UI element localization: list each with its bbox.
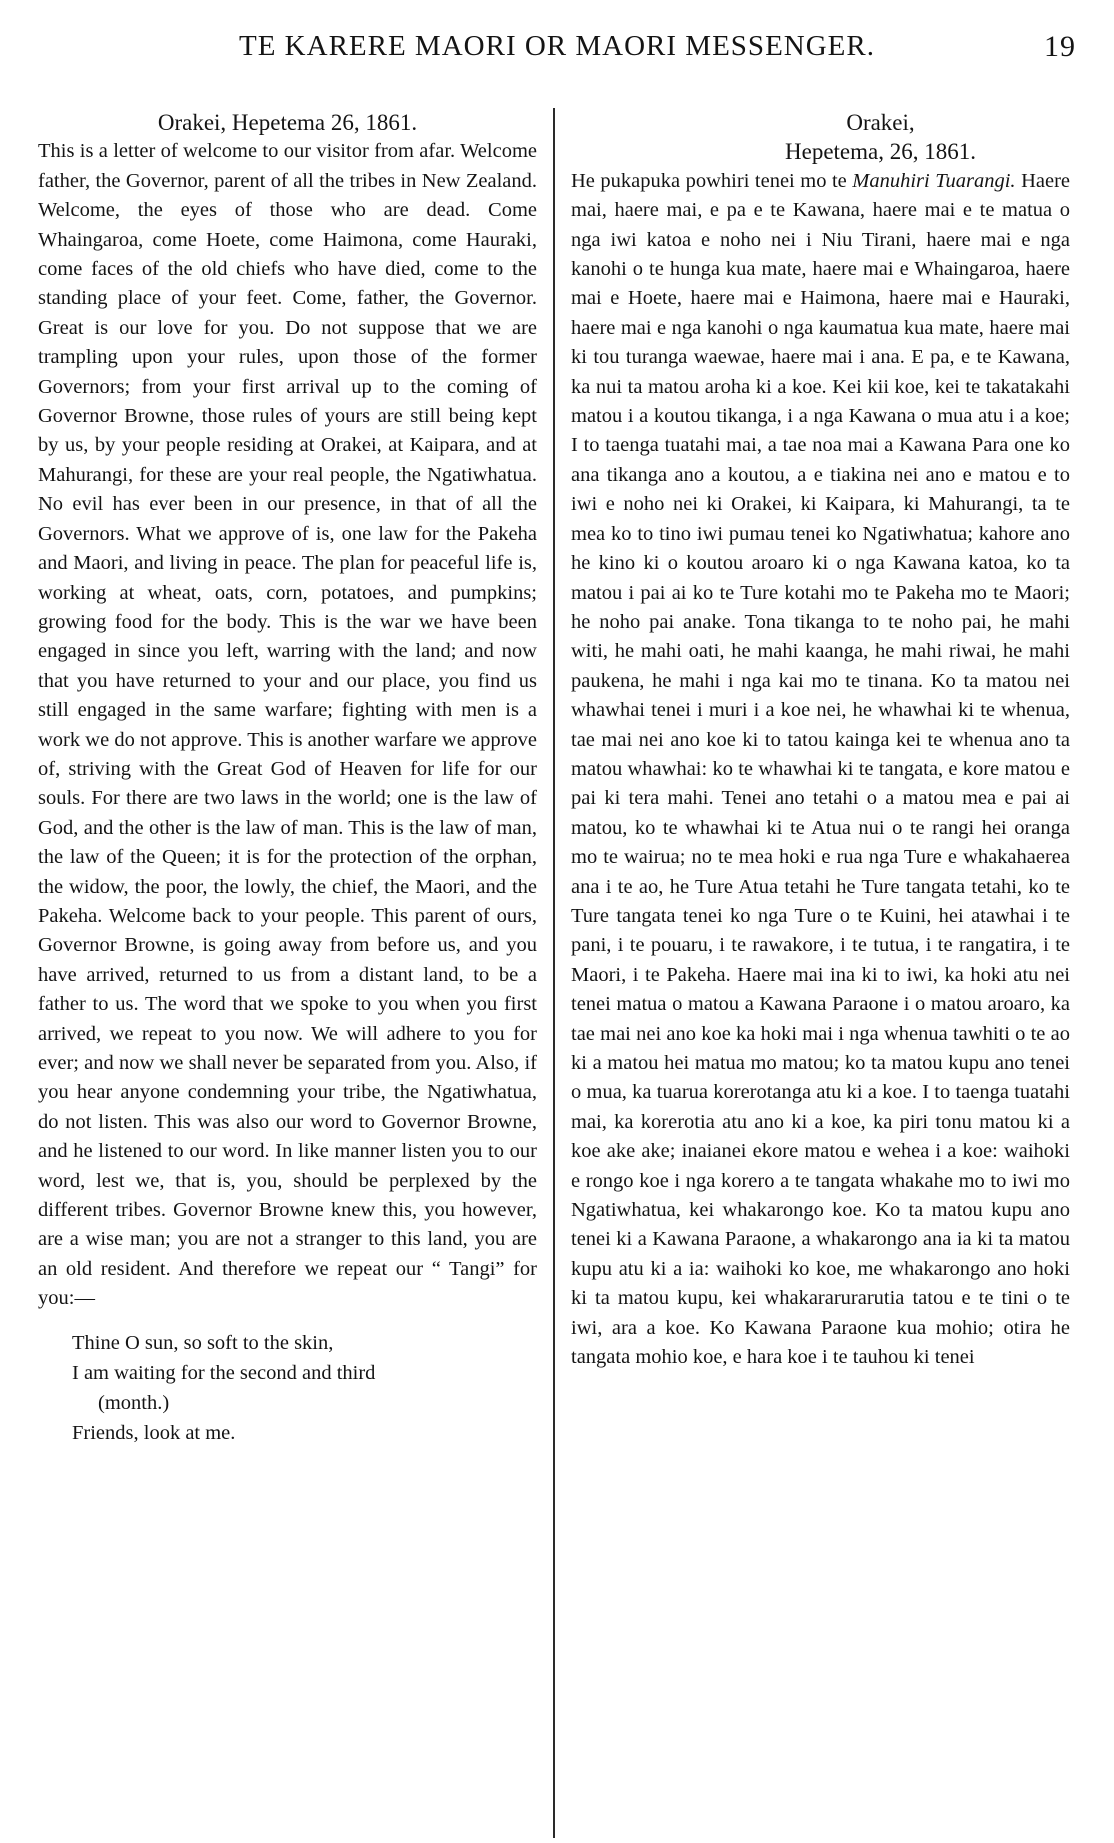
maori-dateline-date: Hepetema, 26, 1861. [785,139,976,165]
article-columns [38,108,1076,1838]
newspaper-title: TE KARERE MAORI OR MAORI MESSENGER. [239,30,875,62]
maori-column [555,108,1070,1838]
poem-line: (month.) [98,1391,170,1414]
maori-letter-body: Haere mai, haere mai, e pa e te Kawana, haere mai e te matua o nga iwi katoa e noho nei i Niu Tirani, haere mai e nga kanohi o te hunga kua mate, haere mai e Whaingaroa, haere mai e Hoete, haere mai e Haimona, haere mai e Hauraki, haere mai e nga kanohi o nga kaumatua kua mate, haere mai ki tou turanga waewae, haere mai i ana. E pa, e te Kawana, ka nui ta matou aroha ki a koe. Kei kii koe, kei te takatakahi matou i a koutou tikanga, i a nga Kawana o mua atu i a koe; I to taenga tuatahi mai, a tae noa mai a Kawana Para one ko ana tikanga ano a koutou, a e tiakina nei ano e matou e to iwi e noho nei ki Orakei, ki Kaipara, ki Mahurangi, ta te mea ko to tino iwi pumau tenei ko Ngatiwhatua; kahore ano he kino ki o koutou aroaro ki o nga Kawana katoa, ko ta matou i pai ai ko te Ture kotahi mo te Pakeha mo te Maori; he noho pai anake. Tona tikanga to te noho pai, he mahi witi, he mahi oati, he mahi kaanga, he mahi riwai, he mahi paukena, he mahi i nga kai mo te tinana. Ko ta matou nei whawhai tenei i muri i a koe nei, he whawhai ki te whenua, tae mai nei ano koe ki to tatou kainga kei te whenua ano ta matou whawhai: ko te whawhai ki te tangata, e kore matou e pai ki tera mahi. Tenei ano tetahi o a matou mea e pai ai matou, ko te whawhai ki te Atua nui o te rangi hei oranga mo te wairua; no te mea hoki e rua nga Ture e whakahaerea ana i te ao, he Ture Atua tetahi he Ture tangata tetahi, ko te Ture tangata tenei ko nga Ture o te Kuini, hei atawhai i te pani, i te pouaru, i te rawakore, i te tutua, i te rangatira, i te Maori, i te Pakeha. Haere mai ina ki to iwi, ka hoki atu nei tenei matua o matou a Kawana Paraone i o matou aroaro, ka tae mai nei ano koe ka hoki mai i nga whenua tawhiti o te ao ki a matou hei matua mo matou; ko ta matou kupu ano tenei o mua, ka tuarua korerotanga atu ki a koe. I to taenga tuatahi mai, ka korerotia atu ano ki a koe, ka piri tonu matou ki a koe ake ake; inaianei ekore matou e wehea i a koe: waihoki e rongo koe i nga korero a te tangata whakahe mo to iwi mo Ngatiwhatua, kei whakarongo koe. Ko ta matou kupu ano tenei ki a Kawana Paraone, a whakarongo ana ia ki ta matou kupu atu ki a ia: waihoki ko koe, me whakarongo ano hoki ki ta matou kupu, kei whakararurarutia tatou e te tini o te iwi, ara a koe. Ko Kawana Paraone kua mohio; otira he tangata mohio koe, e hara koe i te tauhou ki tenei [571,169,1071,1369]
tangi-poem [38,1328,537,1448]
poem-line: Thine O sun, so soft to the skin, [72,1331,334,1354]
english-letter-text: This is a letter of welcome to our visitor from afar. Welcome father, the Governor, parent of all the tribes in New Zealand. Welcome, the eyes of those who are dead. Come Whaingaroa, come Hoete, come Haimona, come Hauraki, come faces of the old chiefs who have died, come to the standing place of your feet. Come, father, the Governor. Great is our love for you. Do not suppose that we are trampling upon your rules, upon those of the former Governors; from your first arrival up to the coming of Governor Browne, those rules of yours are still being kept by us, by your people residing at Orakei, at Kaipara, and at Mahurangi, for these are your real people, the Ngatiwhatua. No evil has ever been in our presence, in that of all the Governors. What we approve of is, one law for the Pakeha and Maori, and living in peace. The plan for peaceful life is, working at wheat, oats, corn, potatoes, and pumpkins; growing food for the body. This is the war we have been engaged in since you left, warring with the land; and now that you have returned to your and our place, you find us still engaged in the same warfare; fighting with men is a work we do not approve. This is another warfare we approve of, striving with the Great God of Heaven for life for our souls. For there are two laws in the world; one is the law of God, and the other is the law of man. This is the law of man, the law of the Queen; it is for the protection of the orphan, the widow, the poor, the lowly, the chief, the Maori, and the Pakeha. Welcome back to your people. This parent of ours, Governor Browne, is going away from before us, and you have arrived, returned to us from a distant land, to be a father to us. The word that we spoke to you when you first arrived, we repeat to you now. We will adhere to you for ever; and now we shall never be separated from you. Also, if you hear anyone condemning your tribe, the Ngatiwhatua, do not listen. This was also our word to Governor Browne, and he listened to our word. In like manner listen you to our word, lest we, that is, you, should be perplexed by the different tribes. Governor Browne knew this, you however, are a wise man; you are not a stranger to this land, you are an old resident. And therefore we repeat our “ Tangi” for you:— [38,140,537,1310]
maori-dateline-place: Orakei, [846,110,915,135]
maori-dateline [571,108,1070,167]
maori-letter-italic: Manuhiri Tuarangi. [852,169,1016,192]
english-dateline: Orakei, Hepetema 26, 1861. [157,110,418,135]
page-number: 19 [1044,30,1076,63]
maori-letter-text [571,167,1070,1373]
maori-letter-intro: He pukapuka powhiri tenei mo te [571,169,853,192]
poem-line: Friends, look at me. [72,1421,236,1444]
english-column [38,108,553,1838]
poem-line: I am waiting for the second and third [72,1361,376,1384]
page-header [38,30,1076,68]
